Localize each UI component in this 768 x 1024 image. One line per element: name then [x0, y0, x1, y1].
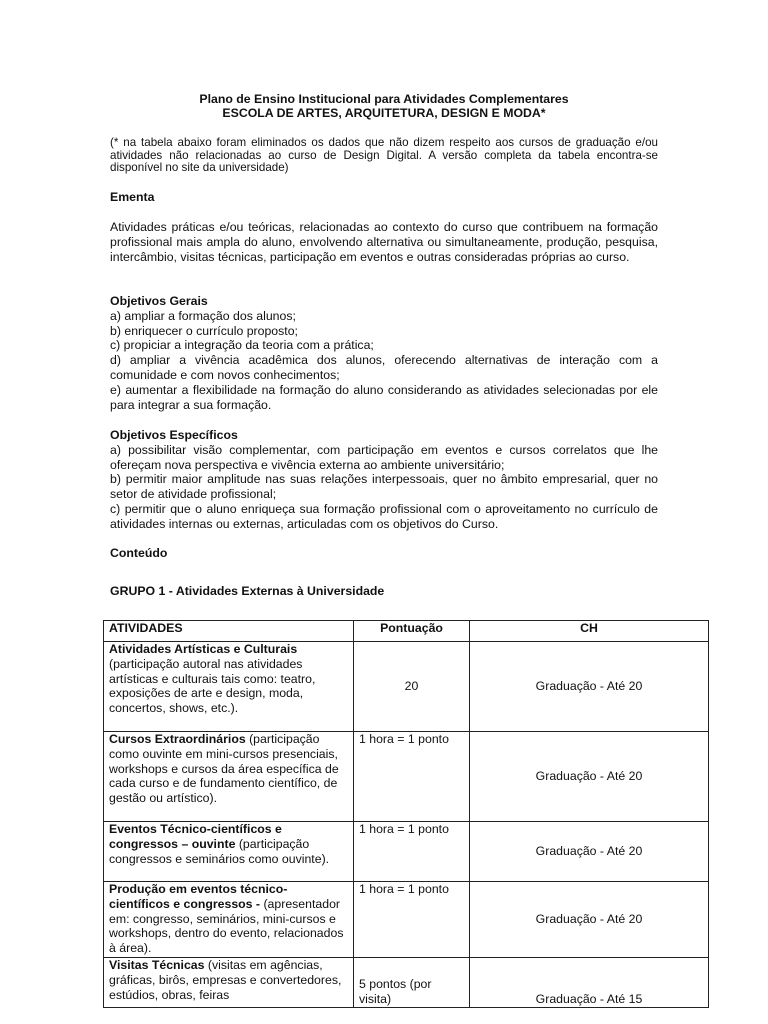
ch-cell: Graduação - Até 20 — [470, 822, 709, 882]
header-pontuacao: Pontuação — [354, 621, 470, 642]
header-atividades: ATIVIDADES — [104, 621, 354, 642]
list-item: b) enriquecer o currículo proposto; — [110, 323, 298, 338]
activity-cell — [104, 732, 354, 822]
activity-desc: (participação congressos e seminários como ouvinte). — [109, 836, 330, 866]
list-item: c) propiciar a integração da teoria com a prática; — [110, 338, 374, 353]
activity-desc: (participação autoral nas atividades artísticas e culturais tais como: teatro, exposições de arte e design, moda, concertos, shows, etc.). — [109, 656, 316, 716]
list-item: b) permitir maior amplitude nas suas relações interpessoais, quer no âmbito empresarial, quer no setor de atividade profissional; — [110, 472, 658, 502]
objetivos-gerais-section — [110, 294, 658, 412]
activity-title: Cursos Extraordinários — [109, 732, 246, 746]
activity-desc: (visitas em agências, gráficas, birôs, empresas e convertedores, estúdios, obras, feiras — [109, 958, 342, 1002]
table-header-row — [104, 621, 709, 642]
list-item: d) ampliar a vivência acadêmica dos alunos, oferecendo alternativas de interação com a comunidade e com novos conhecimentos; — [110, 353, 658, 382]
header-ch: CH — [470, 621, 709, 642]
pontuacao-cell: 5 pontos (por visita) — [354, 958, 470, 1008]
grupo1-heading: GRUPO 1 - Atividades Externas à Universidade — [110, 584, 385, 598]
table-row — [104, 822, 709, 882]
activity-cell — [104, 822, 354, 882]
activity-cell — [104, 958, 354, 1008]
ch-cell: Graduação - Até 20 — [470, 642, 709, 732]
activity-desc: (participação como ouvinte em mini-cursos presenciais, workshops e cursos da área específica de cada curso e de fundamento científico, de gestão ou artístico). — [109, 732, 339, 806]
title-line-1: Plano de Ensino Institucional para Atividades Complementares — [199, 92, 569, 106]
ementa-heading: Ementa — [110, 190, 155, 204]
pontuacao-cell: 1 hora = 1 ponto — [354, 732, 470, 822]
table-row — [104, 642, 709, 732]
objetivos-gerais-heading: Objetivos Gerais — [110, 294, 208, 308]
activity-title: Produção em eventos técnico-científicos e congressos - — [109, 882, 288, 911]
table-row — [104, 882, 709, 958]
ch-cell: Graduação - Até 20 — [470, 732, 709, 822]
list-item: e) aumentar a flexibilidade na formação do aluno considerando as atividades selecionadas por ele para integrar a sua formação. — [110, 382, 658, 412]
title-line-2: ESCOLA DE ARTES, ARQUITETURA, DESIGN E MODA* — [222, 106, 546, 120]
ch-cell: Graduação - Até 15 — [470, 958, 709, 1008]
pontuacao-cell: 1 hora = 1 ponto — [354, 822, 470, 882]
list-item: a) possibilitar visão complementar, com participação em eventos e cursos correlatos que lhe ofereçam nova perspectiva e vivência externa ao ambiente universitário; — [110, 442, 658, 472]
activity-title: Atividades Artísticas e Culturais — [109, 642, 298, 656]
activity-title: Visitas Técnicas — [109, 958, 205, 972]
ch-cell: Graduação - Até 20 — [470, 882, 709, 958]
activities-table — [103, 620, 709, 1008]
table-row — [104, 958, 709, 1008]
table-row — [104, 732, 709, 822]
document-title — [0, 92, 768, 120]
pontuacao-cell: 1 hora = 1 ponto — [354, 882, 470, 958]
ementa-text: Atividades práticas e/ou teóricas, relacionadas ao contexto do curso que contribuem na formação profissional mais ampla do aluno, envolvendo alternativa ou simultaneamente, produção, pesquisa, intercâmbio, visitas técnicas, participação em eventos e outras consideradas próprias ao curso. — [110, 220, 658, 264]
activity-desc: (apresentador em: congresso, seminários, mini-cursos e workshops, dentro do evento, relacionados à área). — [109, 896, 344, 956]
list-item: a) ampliar a formação dos alunos; — [110, 308, 296, 323]
activity-title: Eventos Técnico-científicos e congressos – ouvinte — [109, 822, 282, 851]
list-item: c) permitir que o aluno enriqueça sua formação profissional com o aproveitamento no currículo de atividades internas ou externas, articuladas com os objetivos do Curso. — [110, 501, 658, 531]
conteudo-heading: Conteúdo — [110, 546, 168, 560]
objetivos-especificos-heading: Objetivos Específicos — [110, 428, 238, 442]
pontuacao-cell: 20 — [354, 642, 470, 732]
activity-cell — [104, 642, 354, 732]
objetivos-especificos-section — [110, 428, 658, 532]
note-paragraph: (* na tabela abaixo foram eliminados os dados que não dizem respeito aos cursos de graduação e/ou atividades não relacionadas ao curso de Design Digital. A versão completa da tabela encontra-se disponível no site da universidade) — [110, 136, 658, 175]
activity-cell — [104, 882, 354, 958]
